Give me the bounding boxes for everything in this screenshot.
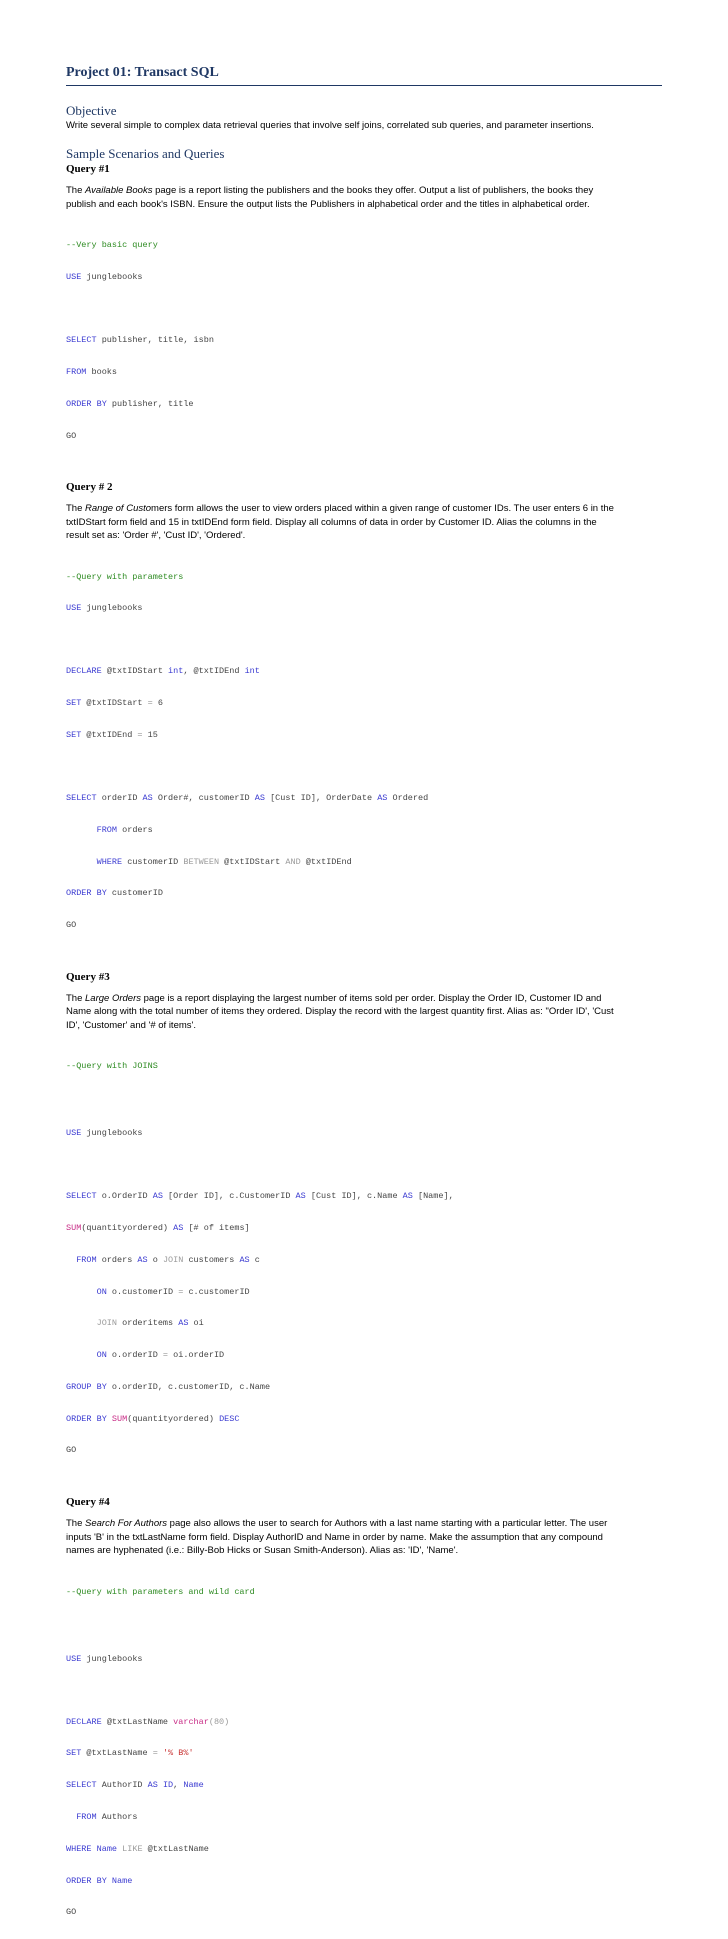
query-3-description: The Large Orders page is a report displaying the largest number of items sold per order. Display the Order ID, Customer ID and Name along with the total number of items they ordered. Display the record with the largest quantity first. Alias as: "Order ID', 'Cust ID', 'Customer' and '# of items'. (66, 992, 614, 1031)
query-2-heading: Query # 2 (66, 481, 113, 494)
document-title: Project 01: Transact SQL (66, 65, 219, 80)
objective-heading: Objective (66, 103, 117, 118)
title-divider (66, 85, 662, 86)
query-3-heading: Query #3 (66, 970, 110, 983)
query-3-code: --Query with JOINS USE junglebooks SELECT o.OrderID AS [Order ID], c.CustomerID AS [Cust ID], c.Name AS [Name], SUM(quantityordered) AS [# of items] FROM orders AS o JOIN customers AS c ON o.customerID = c.customerID JOIN orderitems AS oi ON o.orderID = oi.orderID GROUP BY o.orderID, c.customerID, c.Name ORDER BY SUM(quantityordered) DESC GO (66, 1061, 454, 1456)
query-4-code: --Query with parameters and wild card USE junglebooks DECLARE @txtLastName varchar(80) SET @txtLastName = '% B%' SELECT AuthorID AS ID, Name FROM Authors WHERE Name LIKE @txtLastName ORDER BY Name GO (66, 1586, 255, 1918)
query-2-description: The Range of Customers form allows the user to view orders placed within a given range of customer IDs. The user enters 6 in the txtIDStart form field and 15 in txtIDEnd form field. Display all columns of data in order by Customer ID. Alias the columns in the result set as: 'Order #', 'Cust ID', 'Ordered'. (66, 503, 614, 542)
query-1-heading: Query #1 (66, 163, 110, 176)
query-1-code: --Very basic query USE junglebooks SELECT publisher, title, isbn FROM books ORDER BY publisher, title GO (66, 240, 214, 441)
query-2-code: --Query with parameters USE junglebooks DECLARE @txtIDStart int, @txtIDEnd int SET @txtIDStart = 6 SET @txtIDEnd = 15 SELECT orderID AS Order#, customerID AS [Cust ID], OrderDate AS Ordered FROM orders WHERE customerID BETWEEN @txtIDStart AND @txtIDEnd ORDER BY customerID GO (66, 571, 429, 931)
objective-text: Write several simple to complex data retrieval queries that involve self joins, correlated sub queries, and parameter insertions. (66, 120, 594, 131)
document-page (66, 64, 662, 1939)
query-4-heading: Query #4 (66, 1496, 110, 1509)
scenarios-heading: Sample Scenarios and Queries (66, 146, 225, 162)
query-4-description: The Search For Authors page also allows the user to search for Authors with a last name starting with a particular letter. The user inputs 'B' in the txtLastName form field. Display AuthorID and Name in order by name. Make the assumption that any compound names are hyphenated (i.e.: Billy-Bob Hicks or Susan Smith-Anderson). Alias as: 'ID', 'Name'. (66, 1518, 608, 1557)
query-1-description: The Available Books page is a report listing the publishers and the books they offer. Output a list of publishers, the books they publish and each book's ISBN. Ensure the output lists the Publishers in alphabetical order and the titles in alphabetical order. (66, 185, 594, 210)
